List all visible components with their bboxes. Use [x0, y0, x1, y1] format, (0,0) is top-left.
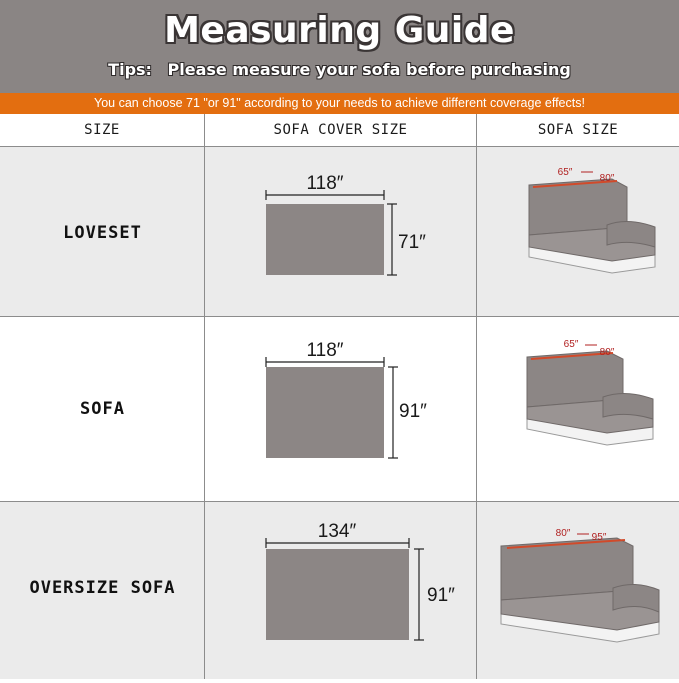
sofa-size-cell [477, 317, 679, 501]
size-label: SOFA [80, 399, 125, 419]
column-header-sofa-size: SOFA SIZE [537, 122, 619, 138]
page-title: Measuring Guide [164, 10, 515, 51]
cover-rectangle [266, 204, 384, 275]
cover-width-label: 118″ [306, 340, 344, 361]
cover-size-cell [205, 147, 477, 316]
column-header-size: SIZE [0, 114, 205, 146]
sofa-size-cell [477, 502, 679, 679]
tips-label: Tips: [108, 60, 152, 79]
cover-height-label: 71″ [398, 232, 426, 253]
tips-line [0, 60, 679, 79]
coverage-banner: You can choose 71 "or 91" according to your needs to achieve different coverage effects! [0, 93, 679, 114]
cover-diagram [205, 317, 477, 502]
sofa-min-label: 80″ [555, 528, 571, 539]
sofa-max-label: 80″ [599, 347, 615, 358]
sofa-min-label: 65″ [557, 167, 573, 178]
cover-size-cell [205, 317, 477, 501]
table-header-row [0, 114, 679, 147]
cover-height-label: 91″ [399, 401, 427, 422]
column-header-cover-size: SOFA COVER SIZE [205, 114, 477, 146]
sofa-illustration [477, 317, 679, 502]
sofa-min-label: 65″ [563, 339, 579, 350]
cover-width-label: 118″ [306, 173, 344, 194]
cover-diagram [205, 147, 477, 317]
tips-text: Please measure your sofa before purchasing [167, 60, 571, 79]
cover-width-label: 134″ [317, 521, 357, 542]
cover-rectangle [266, 549, 409, 640]
size-label: OVERSIZE SOFA [29, 578, 176, 598]
header [0, 0, 679, 93]
table-row [0, 502, 679, 679]
size-cell [0, 502, 205, 679]
cover-size-cell [205, 502, 477, 679]
cover-height-label: 91″ [427, 585, 455, 606]
sofa-max-label: 95″ [591, 532, 607, 543]
cover-diagram [205, 502, 477, 679]
sofa-illustration [477, 502, 679, 679]
sofa-max-label: 80″ [599, 173, 615, 184]
sofa-illustration [477, 147, 679, 317]
table-row [0, 317, 679, 502]
table-row [0, 147, 679, 317]
size-cell [0, 147, 205, 316]
size-label: LOVESET [63, 223, 142, 243]
cover-rectangle [266, 367, 384, 458]
size-table [0, 114, 679, 679]
size-cell [0, 317, 205, 501]
sofa-size-cell [477, 147, 679, 316]
